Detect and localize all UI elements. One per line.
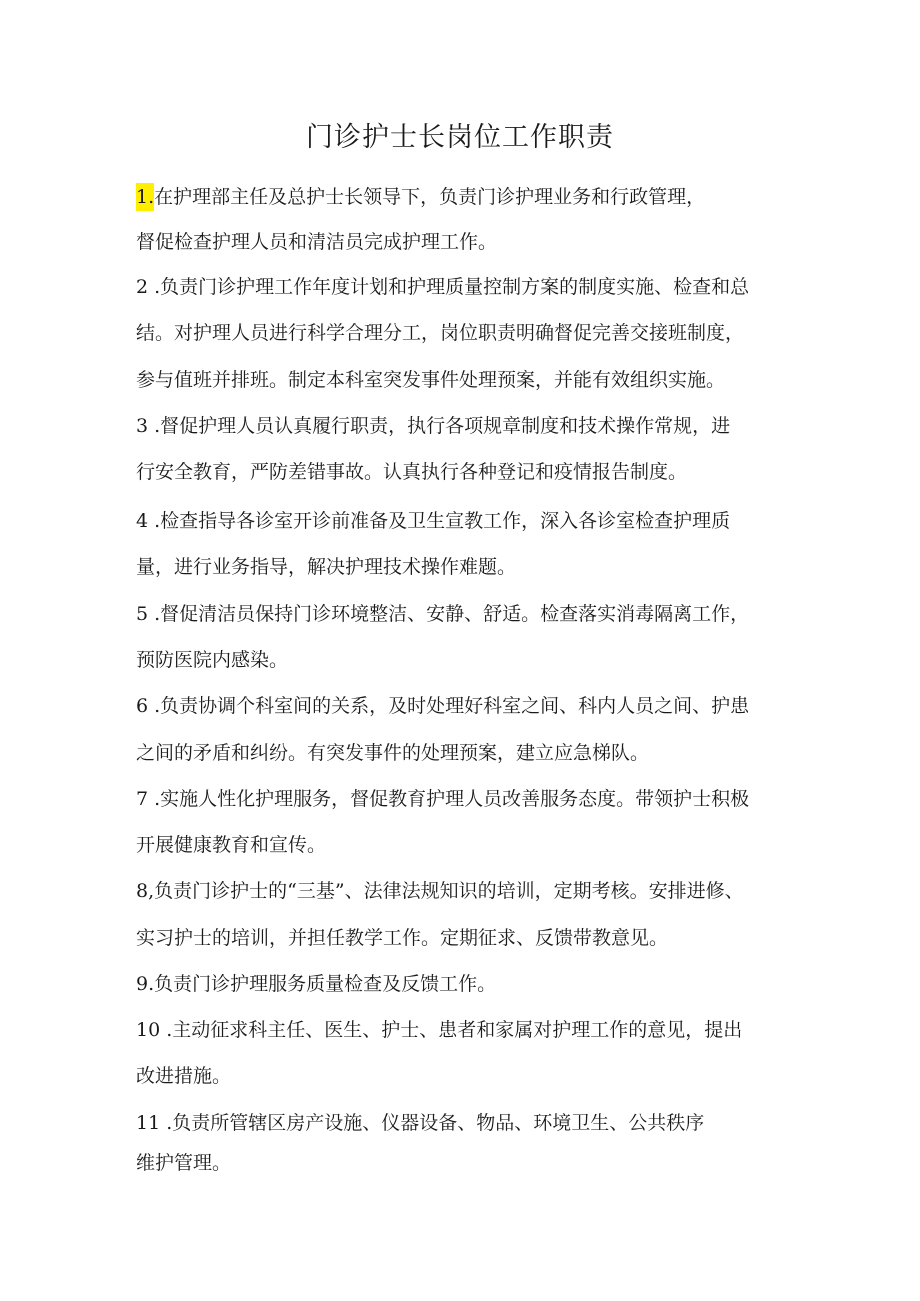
item-10-line-2: 改进措施。 bbox=[136, 1065, 232, 1087]
item-8-line-1 bbox=[136, 877, 744, 905]
item-1-line-1 bbox=[136, 183, 705, 211]
item-4-number: 4 . bbox=[136, 510, 161, 532]
item-4-line-2: 量，进行业务指导，解决护理技术操作难题。 bbox=[136, 556, 517, 578]
item-9-text: 负责门诊护理服务质量检查及反馈工作。 bbox=[154, 973, 497, 995]
item-2-line-2: 结。对护理人员进行科学合理分工，岗位职责明确督促完善交接班制度， bbox=[136, 322, 745, 344]
item-8-text: 负责门诊护士的“三基”、法律法规知识的培训，定期考核。安排进修、 bbox=[154, 880, 744, 902]
item-5-text: 督促清洁员保持门诊环境整洁、安静、舒适。检查落实消毒隔离工作， bbox=[160, 603, 750, 625]
item-5-line-2: 预防医院内感染。 bbox=[136, 649, 289, 671]
item-1-number-highlighted: 1. bbox=[136, 183, 154, 211]
item-7-line-1 bbox=[136, 785, 749, 813]
item-5-line-1 bbox=[136, 600, 749, 628]
item-2-text: 负责门诊护理工作年度计划和护理质量控制方案的制度实施、检查和总 bbox=[160, 276, 750, 298]
item-11-number: 11 . bbox=[136, 1112, 173, 1134]
item-3-line-1 bbox=[136, 412, 730, 440]
item-8-number: 8, bbox=[136, 880, 155, 902]
item-7-line-2: 开展健康教育和宣传。 bbox=[136, 834, 327, 856]
item-11-line-2: 维护管理。 bbox=[136, 1152, 232, 1174]
item-3-text: 督促护理人员认真履行职责，执行各项规章制度和技术操作常规，进 bbox=[160, 415, 731, 437]
item-2-number: 2 . bbox=[136, 276, 161, 298]
item-6-number: 6 . bbox=[136, 695, 161, 717]
item-4-text: 检查指导各诊室开诊前准备及卫生宣教工作，深入各诊室检查护理质 bbox=[160, 510, 731, 532]
item-1-line-2: 督促检查护理人员和清洁员完成护理工作。 bbox=[136, 231, 498, 253]
item-11-text: 负责所管辖区房产设施、仪器设备、物品、环境卫生、公共秩序 bbox=[172, 1112, 705, 1134]
item-11-line-1 bbox=[136, 1109, 704, 1137]
item-6-text: 负责协调个科室间的关系，及时处理好科室之间、科内人员之间、护患 bbox=[160, 695, 750, 717]
item-6-line-2: 之间的矛盾和纠纷。有突发事件的处理预案，建立应急梯队。 bbox=[136, 742, 650, 764]
item-6-line-1 bbox=[136, 692, 749, 720]
item-10-line-1 bbox=[136, 1016, 742, 1044]
item-3-number: 3 . bbox=[136, 415, 161, 437]
item-10-text: 主动征求科主任、医生、护士、患者和家属对护理工作的意见，提出 bbox=[172, 1019, 743, 1041]
item-3-line-2: 行安全教育，严防差错事故。认真执行各种登记和疫情报告制度。 bbox=[136, 461, 688, 483]
item-8-line-2: 实习护士的培训，并担任教学工作。定期征求、反馈带教意见。 bbox=[136, 927, 669, 949]
item-5-number: 5 . bbox=[136, 603, 161, 625]
item-4-line-1 bbox=[136, 507, 730, 535]
item-9-line-1 bbox=[136, 970, 496, 998]
item-2-line-3: 参与值班并排班。制定本科室突发事件处理预案，并能有效组织实施。 bbox=[136, 369, 726, 391]
item-2-line-1 bbox=[136, 273, 749, 301]
item-9-number: 9. bbox=[136, 973, 155, 995]
page-title: 门诊护士长岗位工作职责 bbox=[306, 122, 614, 153]
item-7-number: 7 . bbox=[136, 788, 161, 810]
item-1-text: 在护理部主任及总护士长领导下，负责门诊护理业务和行政管理， bbox=[154, 186, 706, 208]
item-7-text: 实施人性化护理服务，督促教育护理人员改善服务态度。带领护士积极 bbox=[160, 788, 750, 810]
item-10-number: 10 . bbox=[136, 1019, 173, 1041]
